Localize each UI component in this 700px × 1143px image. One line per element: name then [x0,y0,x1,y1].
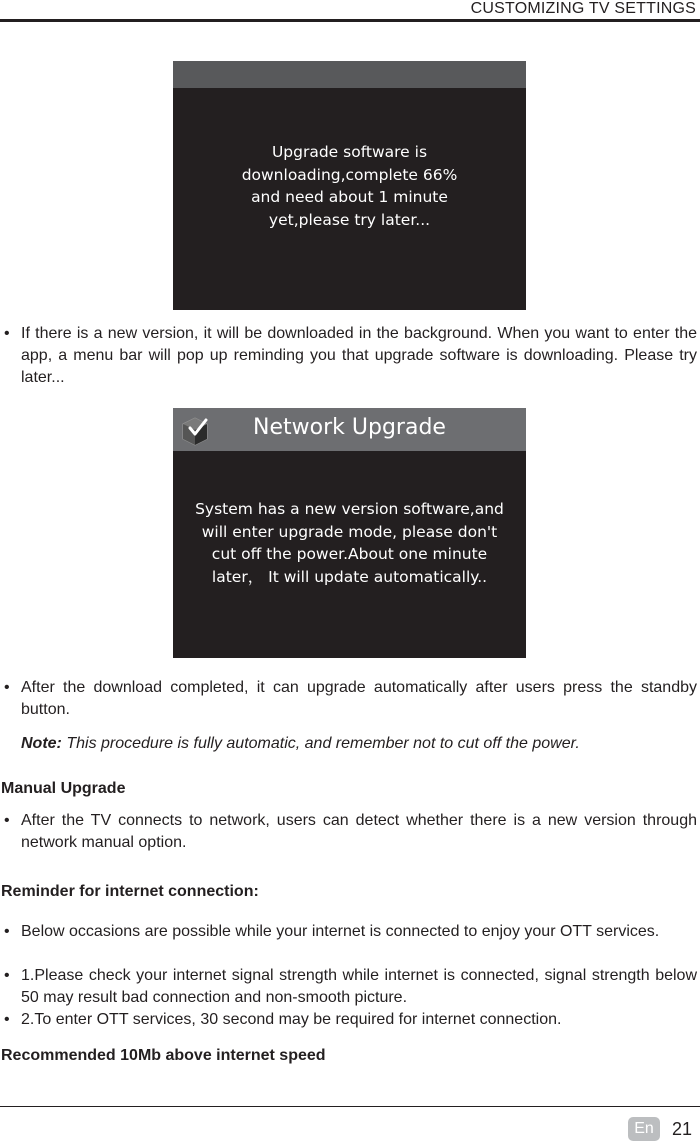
header-title: CUSTOMIZING TV SETTINGS [470,0,696,17]
language-badge: En [628,1117,660,1141]
note-text: This procedure is fully automatic, and remember not to cut off the power. [61,735,580,752]
bullet-icon: • [4,1011,10,1028]
bullet-text: If there is a new version, it will be downloaded in the background. When you want to enter the app, a menu bar will pop up reminding you that upgrade software is downloading. Please try later... [21,325,697,386]
bullet-icon: • [4,923,10,940]
bullet-icon: • [4,679,10,696]
footer-rule [0,1106,700,1107]
screen-top-bar [173,61,526,88]
network-upgrade-screenshot [173,408,526,658]
network-upgrade-message: System has a new version software,and will enter upgrade mode, please don't cut off the power.About one minute later， It will update automatically.. [195,500,504,586]
note [21,735,580,753]
bullet-icon: • [4,967,10,984]
bullet-text: 2.To enter OTT services, 30 second may be required for internet connection. [21,1011,562,1028]
bullet-icon: • [4,325,10,342]
bullet-text: After the TV connects to network, users can detect whether there is a new version through network manual option. [21,812,697,851]
recommended-speed-heading: Recommended 10Mb above internet speed [1,1047,326,1064]
reminder-heading: Reminder for internet connection: [1,883,259,900]
download-progress-message: Upgrade software is downloading,complete 66% and need about 1 minute yet,please try later... [241,143,458,229]
page-number: 21 [672,1119,693,1139]
download-progress-screenshot [173,61,526,310]
bullet-text: After the download completed, it can upgrade automatically after users press the standby button. [21,679,697,718]
manual-upgrade-heading: Manual Upgrade [1,780,126,797]
network-upgrade-title-bar [173,408,526,451]
bullet-text: 1.Please check your internet signal strength while internet is connected, signal strength below 50 may result bad connection and non-smooth picture. [21,967,697,1006]
bullet-icon: • [4,812,10,829]
note-label: Note: [21,735,62,752]
network-upgrade-title: Network Upgrade [253,415,446,440]
header-rule [0,19,700,22]
bullet-text: Below occasions are possible while your internet is connected to enjoy your OTT services. [21,923,660,940]
